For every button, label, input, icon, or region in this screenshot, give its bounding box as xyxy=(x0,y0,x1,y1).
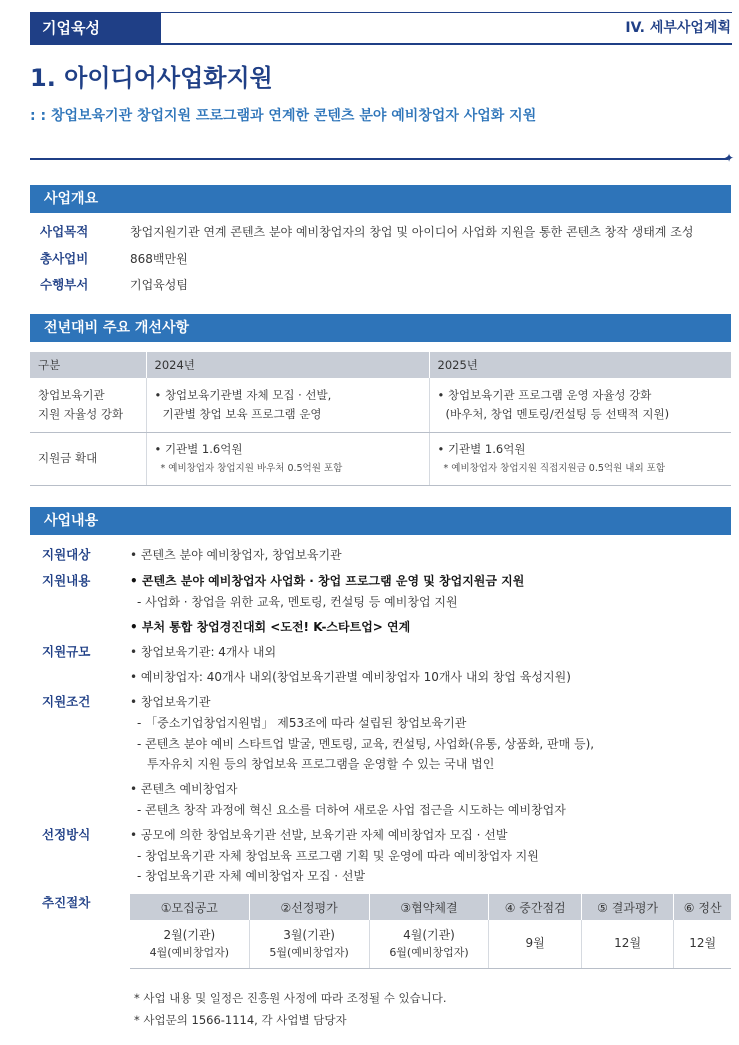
procedure-timing xyxy=(130,920,249,968)
procedure-timing xyxy=(369,920,489,968)
overview-value: 868백만원 xyxy=(130,252,188,266)
condition-line: - 콘텐츠 창작 과정에 혁신 요소를 더하여 새로운 사업 접근을 시도하는 예비창업자 xyxy=(137,803,566,817)
year-2025-cell xyxy=(429,432,731,485)
timing-line: 6월(예비창업자) xyxy=(389,945,469,959)
cell-line: 창업보육기관 xyxy=(38,387,105,402)
condition-line: 투자유치 지원 등의 창업보육 프로그램을 운영할 수 있는 국내 법인 xyxy=(147,757,495,771)
label-target: 지원대상 xyxy=(42,547,91,562)
cell-line: 지원 자율성 강화 xyxy=(38,406,124,421)
selection-line: - 창업보육기관 자체 예비창업자 모집 · 선발 xyxy=(137,869,366,883)
cell-note: * 예비창업자 창업지원 직접지원금 0.5억원 내외 포함 xyxy=(443,462,666,474)
scale-line: • 예비창업자: 40개사 내외(창업보육기관별 예비창업자 10개사 내외 창업 육성지원) xyxy=(130,670,571,684)
timing-line: 4월(예비창업자) xyxy=(149,945,229,959)
procedure-timing xyxy=(249,920,369,968)
condition-line: • 창업보육기관 xyxy=(130,695,211,709)
timing-line: 2월(기관) xyxy=(163,927,216,942)
page-subtitle: : : 창업보육기관 창업지원 프로그램과 연계한 콘텐츠 분야 예비창업자 사업화 지원 xyxy=(30,108,537,124)
overview-value: 창업지원기관 연계 콘텐츠 분야 예비창업자의 창업 및 아이디어 사업화 지원을 통한 콘텐츠 창작 생태계 조성 xyxy=(130,225,694,239)
category-cell xyxy=(30,378,146,432)
improvements-table xyxy=(30,352,731,486)
cell-line: 지원금 확대 xyxy=(38,451,98,465)
procedure-step: ③협약체결 xyxy=(369,894,489,920)
target-text: • 콘텐츠 분야 예비창업자, 창업보육기관 xyxy=(130,548,342,562)
cell-line: 기관별 창업 보육 프로그램 운영 xyxy=(162,406,322,421)
overview-row-department xyxy=(40,275,188,293)
procedure-table xyxy=(130,894,731,969)
contents-heading: 사업내용 xyxy=(30,507,731,535)
page-title: 1. 아이디어사업화지원 xyxy=(30,64,273,92)
procedure-timing: 12월 xyxy=(581,920,673,968)
overview-label: 수행부서 xyxy=(40,277,89,292)
improvements-heading: 전년대비 주요 개선사항 xyxy=(30,314,731,342)
procedure-timing: 12월 xyxy=(674,920,731,968)
condition-line: • 콘텐츠 예비창업자 xyxy=(130,782,238,796)
label-content: 지원내용 xyxy=(42,573,91,588)
divider-star-icon: ✦ xyxy=(724,151,735,165)
content-line: • 부처 통합 창업경진대회 <도전! K-스타트업> 연계 xyxy=(130,620,411,634)
year-2025-cell xyxy=(429,378,731,432)
content-line: - 사업화 · 창업을 위한 교육, 멘토링, 컨설팅 등 예비창업 지원 xyxy=(137,595,458,609)
footnote: * 사업문의 1566-1114, 각 사업별 담당자 xyxy=(134,1013,347,1027)
chapter-title: IV. 세부사업계획 xyxy=(625,20,731,36)
label-selection: 선정방식 xyxy=(42,827,91,842)
cell-line: • 기관별 1.6억원 xyxy=(437,441,526,456)
overview-value: 기업육성팀 xyxy=(130,278,188,292)
cell-note: * 예비창업자 창업지원 바우처 0.5억원 포함 xyxy=(160,462,343,474)
overview-heading: 사업개요 xyxy=(30,185,731,213)
column-header: 2024년 xyxy=(146,352,429,378)
condition-line: - 「중소기업창업지원법」 제53조에 따라 설립된 창업보육기관 xyxy=(137,716,467,730)
procedure-step: ⑥ 정산 xyxy=(674,894,731,920)
column-header: 구분 xyxy=(30,352,146,378)
timing-line: 4월(기관) xyxy=(403,927,455,942)
category-cell xyxy=(30,432,146,485)
timing-line: 3월(기관) xyxy=(283,927,335,942)
title-divider xyxy=(30,158,728,160)
procedure-step: ②선정평가 xyxy=(249,894,369,920)
procedure-steps-row xyxy=(130,894,731,920)
label-condition: 지원조건 xyxy=(42,694,91,709)
cell-line: • 창업보육기관 프로그램 운영 자율성 강화 xyxy=(437,387,652,402)
overview-row-purpose xyxy=(40,222,693,240)
overview-label: 총사업비 xyxy=(40,251,89,266)
procedure-timing: 9월 xyxy=(489,920,581,968)
overview-label: 사업목적 xyxy=(40,224,89,239)
content-line: • 콘텐츠 분야 예비창업자 사업화 · 창업 프로그램 운영 및 창업지원금 지원 xyxy=(130,574,525,588)
column-header: 2025년 xyxy=(429,352,731,378)
procedure-step: ④ 중간점검 xyxy=(489,894,581,920)
label-scale: 지원규모 xyxy=(42,644,91,659)
procedure-timing-row xyxy=(130,920,731,968)
condition-line: - 콘텐츠 분야 예비 스타트업 발굴, 멘토링, 교육, 컨설팅, 사업화(유통, 상품화, 판매 등), xyxy=(137,737,595,751)
scale-line: • 창업보육기관: 4개사 내외 xyxy=(130,645,277,659)
cell-line: • 기관별 1.6억원 xyxy=(154,441,243,456)
procedure-step: ⑤ 결과평가 xyxy=(581,894,673,920)
timing-line: 5월(예비창업자) xyxy=(269,945,349,959)
cell-line: (바우처, 창업 멘토링/컨설팅 등 선택적 지원) xyxy=(445,406,670,421)
label-procedure: 추진절차 xyxy=(42,895,91,910)
year-2024-cell xyxy=(146,432,429,485)
table-row xyxy=(30,432,731,485)
overview-row-budget xyxy=(40,249,188,267)
year-2024-cell xyxy=(146,378,429,432)
table-row xyxy=(30,378,731,432)
cell-line: • 창업보육기관별 자체 모집 · 선발, xyxy=(154,387,332,402)
section-tag: 기업육성 xyxy=(30,12,161,45)
selection-line: • 공모에 의한 창업보육기관 선발, 보육기관 자체 예비창업자 모집 · 선발 xyxy=(130,828,508,842)
procedure-step: ①모집공고 xyxy=(130,894,249,920)
selection-line: - 창업보육기관 자체 창업보육 프로그램 기획 및 운영에 따라 예비창업자 지원 xyxy=(137,849,539,863)
table-header-row xyxy=(30,352,731,378)
footnote: * 사업 내용 및 일정은 진흥원 사정에 따라 조정될 수 있습니다. xyxy=(134,991,447,1005)
